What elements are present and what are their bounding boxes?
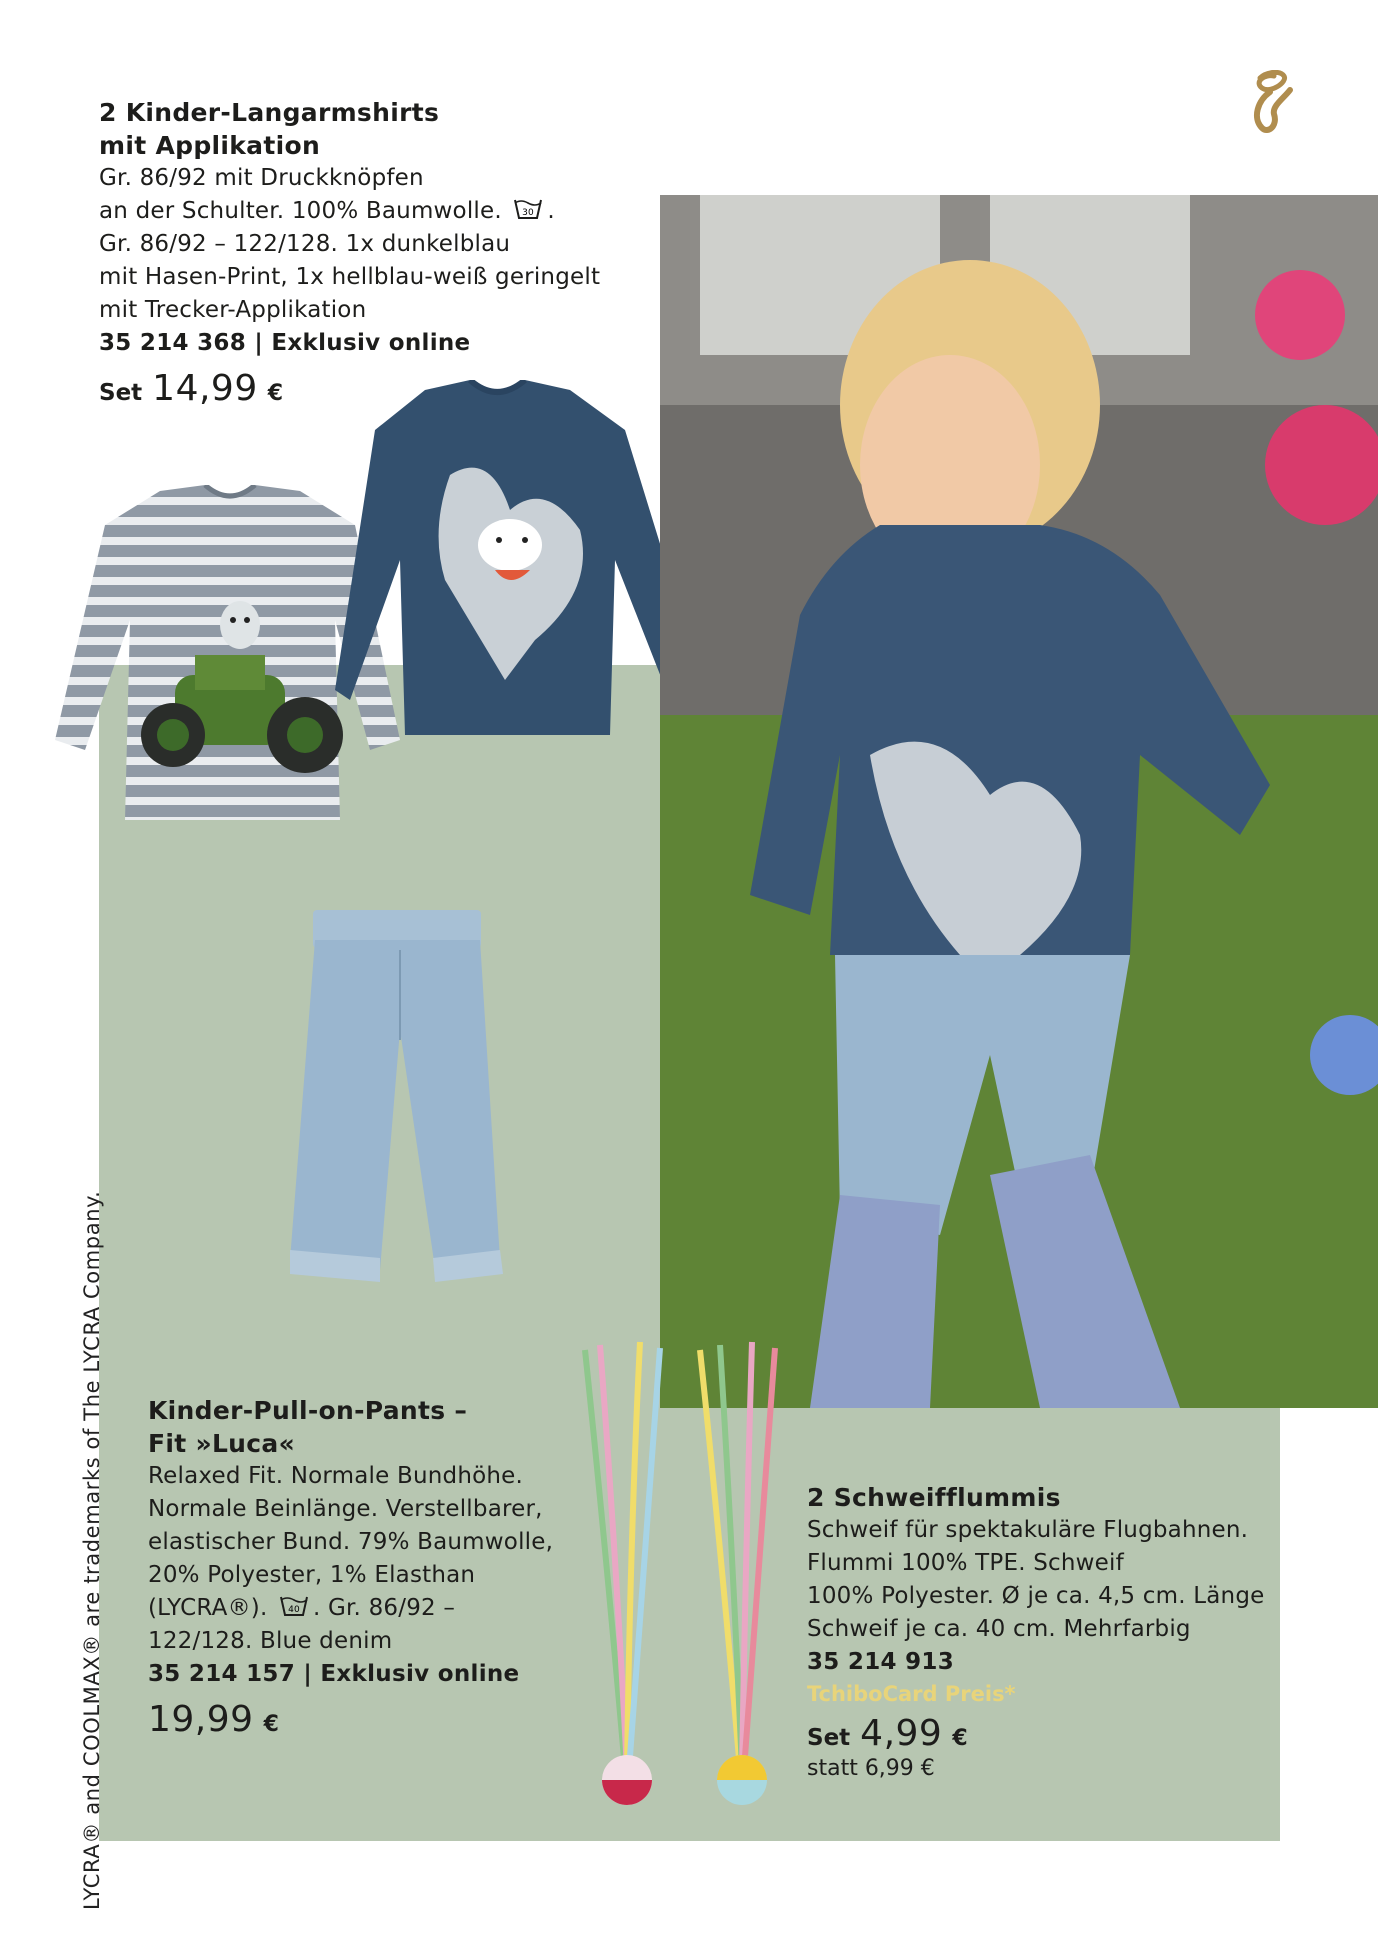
flummis-desc-2: Flummi 100% TPE. Schweif	[807, 1550, 1124, 1576]
shirts-article: 35 214 368 | Exklusiv online	[99, 330, 471, 356]
pants-desc-5	[148, 1592, 618, 1625]
pants-desc-1: Relaxed Fit. Normale Bundhöhe.	[148, 1463, 524, 1489]
shirts-info	[99, 96, 619, 409]
flummis-info	[807, 1481, 1267, 1784]
trademark-note: LYCRA® and COOLMAX® are trademarks of The LYCRA Company.	[80, 1190, 104, 1910]
shirts-desc-5: mit Trecker-Applikation	[99, 297, 367, 323]
flummis-desc-4: Schweif je ca. 40 cm. Mehrfarbig	[807, 1616, 1191, 1642]
pants-price: 19,99	[148, 1699, 254, 1740]
shirts-price: 14,99	[152, 368, 258, 409]
shirts-title-2: mit Applikation	[99, 131, 321, 160]
tchibo-logo-icon	[1244, 70, 1300, 134]
shirts-title-1: 2 Kinder-Langarmshirts	[99, 98, 440, 127]
flummis-article: 35 214 913	[807, 1649, 955, 1675]
wash-30-temp: 30	[522, 208, 535, 218]
shirts-currency: €	[267, 381, 284, 406]
child-photo	[660, 195, 1378, 1408]
pants-desc-6: 122/128. Blue denim	[148, 1628, 393, 1654]
tchibocard-price-label: TchiboCard Preis*	[807, 1682, 1016, 1706]
pants-article: 35 214 157 | Exklusiv online	[148, 1661, 520, 1687]
pants-desc-2: Normale Beinlänge. Verstellbarer,	[148, 1496, 543, 1522]
shirts-desc-3: Gr. 86/92 – 122/128. 1x dunkelblau	[99, 231, 511, 257]
flummis-price: 4,99	[860, 1713, 943, 1754]
shirts-desc-1: Gr. 86/92 mit Druckknöpfen	[99, 165, 424, 191]
pants-desc-5a: (LYCRA®).	[148, 1595, 268, 1621]
pants-price-row	[148, 1699, 618, 1740]
flummis-desc-1: Schweif für spektakuläre Flugbahnen.	[807, 1517, 1249, 1543]
pants-desc-5b: . Gr. 86/92 –	[312, 1595, 456, 1621]
flummis-desc-3: 100% Polyester. Ø je ca. 4,5 cm. Länge	[807, 1583, 1265, 1609]
wash-30-icon	[513, 197, 543, 221]
pants-title-2: Fit »Luca«	[148, 1429, 296, 1458]
flummi-yellow-image	[690, 1340, 790, 1810]
pants-desc-3: elastischer Bund. 79% Baumwolle,	[148, 1529, 554, 1555]
shirts-desc-2-text: an der Schulter. 100% Baumwolle.	[99, 198, 502, 224]
shirts-desc-2-suffix: .	[547, 198, 555, 224]
pants-title-1: Kinder-Pull-on-Pants –	[148, 1396, 468, 1425]
child-photo-scene	[660, 195, 1378, 1408]
navy-shirt-image	[335, 380, 705, 740]
flummis-old-price: statt 6,99 €	[807, 1756, 935, 1781]
pants-currency: €	[263, 1712, 279, 1737]
shirts-price-prefix: Set	[99, 380, 143, 406]
flummis-currency: €	[952, 1726, 968, 1751]
pants-info	[148, 1394, 618, 1740]
wash-40-temp: 40	[288, 1605, 300, 1615]
denim-pants-image	[285, 910, 510, 1305]
shirts-desc-2	[99, 195, 619, 228]
shirts-desc-4: mit Hasen-Print, 1x hellblau-weiß geringelt	[99, 264, 601, 290]
flummis-price-prefix: Set	[807, 1725, 851, 1751]
pants-desc-4: 20% Polyester, 1% Elasthan	[148, 1562, 476, 1588]
flummi-red-image	[575, 1340, 675, 1810]
wash-40-icon	[279, 1594, 309, 1618]
flummis-price-row	[807, 1713, 1267, 1754]
flummis-title: 2 Schweifflummis	[807, 1483, 1061, 1512]
